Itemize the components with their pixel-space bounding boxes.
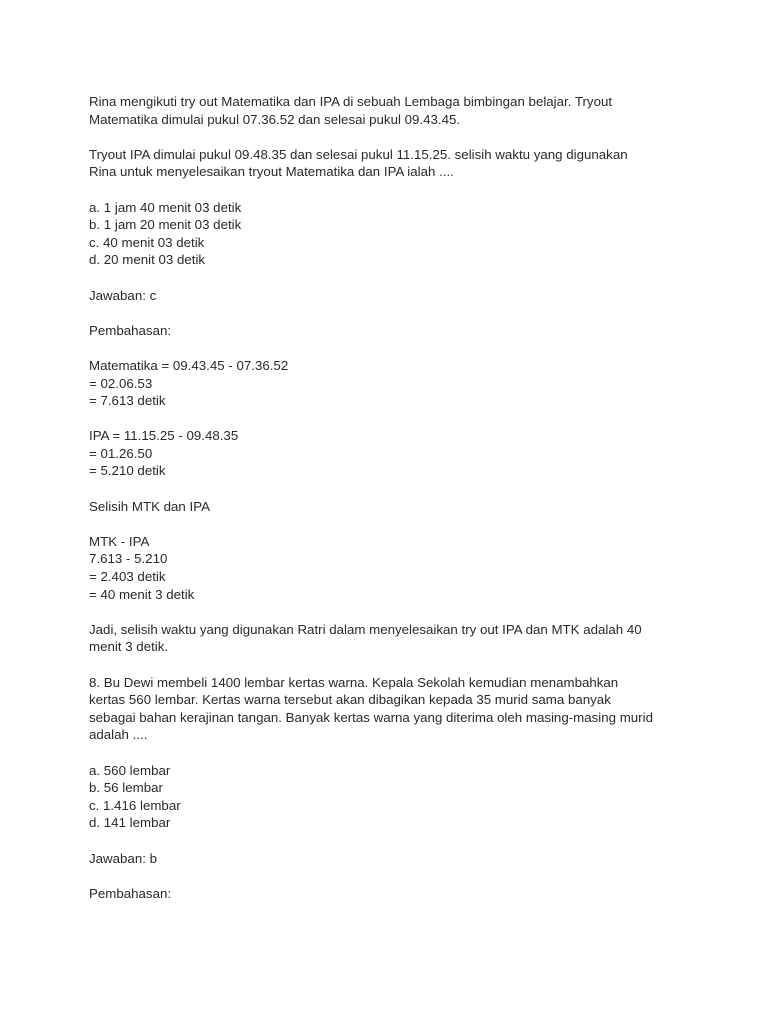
text-line: d. 20 menit 03 detik (89, 252, 206, 268)
text-line: c. 1.416 lembar (89, 797, 181, 813)
text-line: = 7.613 detik (89, 393, 166, 409)
paragraph (89, 146, 689, 181)
text-line: sebagai bahan kerajinan tangan. Banyak kertas warna yang diterima oleh masing-masing murid (89, 709, 653, 725)
text-line: = 40 menit 3 detik (89, 586, 195, 602)
text-line: IPA = 11.15.25 - 09.48.35 (89, 428, 239, 444)
text-line: Pembahasan: (89, 322, 172, 338)
paragraph (89, 427, 689, 480)
text-line: d. 141 lembar (89, 815, 171, 831)
text-line: 8. Bu Dewi membeli 1400 lembar kertas warna. Kepala Sekolah kemudian menambahkan (89, 674, 619, 690)
paragraph (89, 850, 689, 868)
text-line: = 01.26.50 (89, 445, 153, 461)
text-line: = 5.210 detik (89, 463, 166, 479)
text-line: a. 560 lembar (89, 762, 171, 778)
paragraph (89, 93, 689, 128)
text-line: Rina untuk menyelesaikan tryout Matematika dan IPA ialah .... (89, 164, 454, 180)
text-line: b. 56 lembar (89, 780, 163, 796)
paragraph (89, 357, 689, 410)
text-line: adalah .... (89, 727, 148, 743)
text-line: 7.613 - 5.210 (89, 551, 168, 567)
text-line: c. 40 menit 03 detik (89, 234, 205, 250)
text-line: Selisih MTK dan IPA (89, 498, 210, 514)
text-line: Matematika = 09.43.45 - 07.36.52 (89, 357, 289, 373)
text-line: = 2.403 detik (89, 569, 166, 585)
paragraph (89, 287, 689, 305)
text-line: Matematika dimulai pukul 07.36.52 dan selesai pukul 09.43.45. (89, 111, 461, 127)
text-line: a. 1 jam 40 menit 03 detik (89, 199, 242, 215)
text-line: Rina mengikuti try out Matematika dan IPA di sebuah Lembaga bimbingan belajar. Tryout (89, 94, 613, 109)
paragraph (89, 621, 689, 656)
paragraph (89, 199, 689, 269)
text-line: Jawaban: c (89, 287, 157, 303)
paragraph (89, 885, 689, 903)
text-line: kertas 560 lembar. Kertas warna tersebut akan dibagikan kepada 35 murid sama banyak (89, 692, 611, 708)
text-line: menit 3 detik. (89, 639, 169, 655)
paragraph (89, 533, 689, 603)
paragraph (89, 498, 689, 516)
text-line: MTK - IPA (89, 533, 150, 549)
paragraph (89, 762, 689, 832)
text-line: Pembahasan: (89, 885, 172, 901)
paragraph (89, 322, 689, 340)
text-line: b. 1 jam 20 menit 03 detik (89, 217, 242, 233)
text-line: Jawaban: b (89, 850, 158, 866)
paragraph (89, 674, 689, 744)
document-body (89, 93, 689, 920)
text-line: Tryout IPA dimulai pukul 09.48.35 dan selesai pukul 11.15.25. selisih waktu yang digunakan (89, 146, 628, 162)
text-line: = 02.06.53 (89, 375, 153, 391)
text-line: Jadi, selisih waktu yang digunakan Ratri dalam menyelesaikan try out IPA dan MTK adalah 40 (89, 621, 642, 637)
